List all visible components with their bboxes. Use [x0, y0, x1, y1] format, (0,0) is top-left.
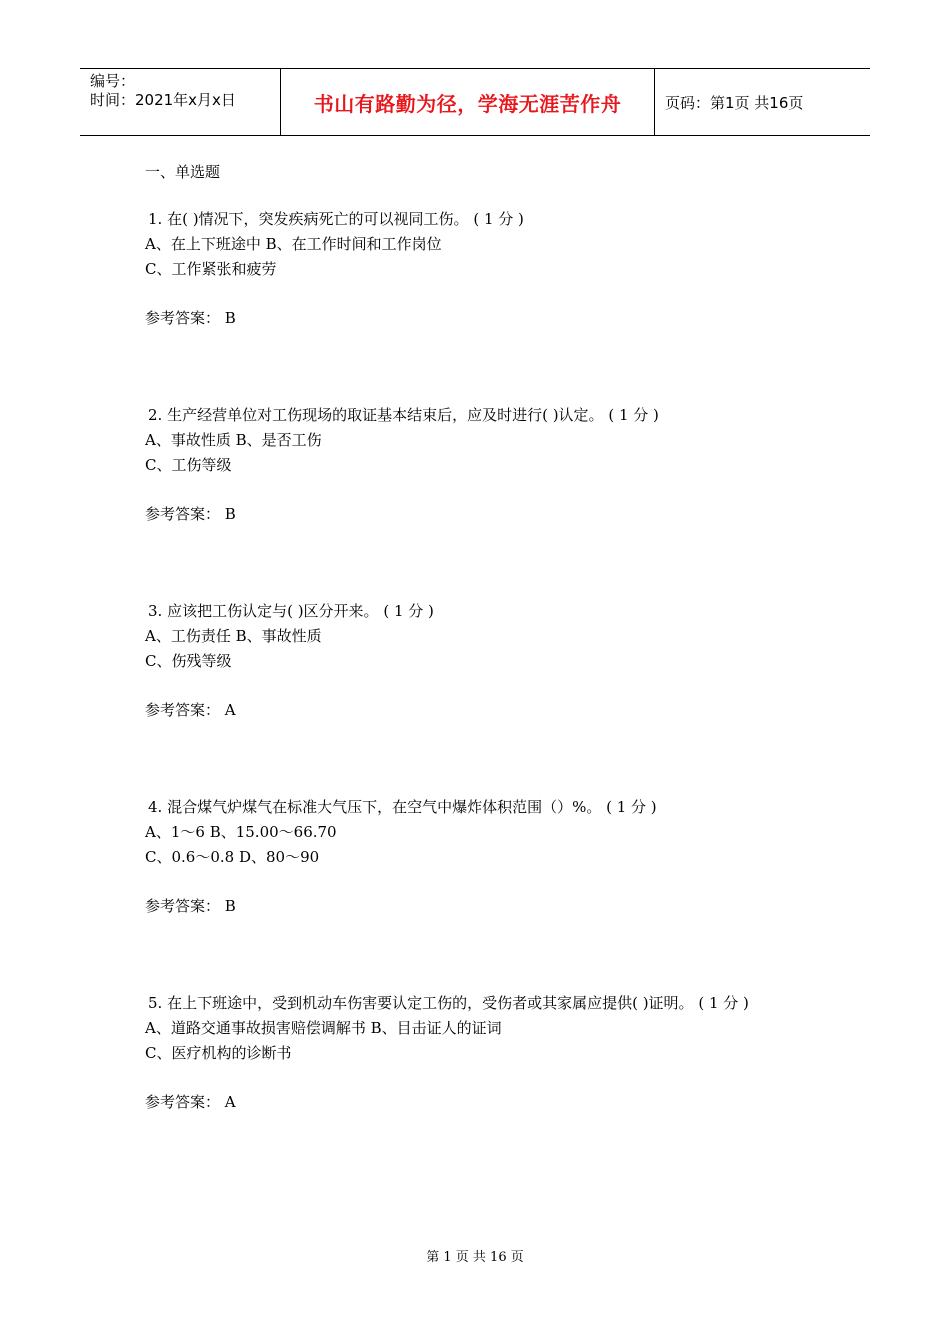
- page-footer: 第 1 页 共 16 页: [426, 1250, 524, 1265]
- header-meta: [80, 69, 281, 135]
- motto-text: 书山有路勤为径，学海无涯苦作舟: [313, 91, 622, 116]
- answer-line: 参考答案： B: [145, 505, 236, 523]
- question-text: 1. 在( )情况下，突发疾病死亡的可以视同工伤。 ( 1 分 ): [148, 210, 524, 228]
- question-block: [145, 403, 825, 527]
- option-line: C、0.6～0.8 D、80～90: [145, 848, 320, 866]
- question-text: 5. 在上下班途中，受到机动车伤害要认定工伤的，受伤者或其家属应提供( )证明。 ( 1 分 ): [148, 994, 749, 1012]
- number-label: 编号：: [90, 72, 136, 90]
- option-line: C、医疗机构的诊断书: [145, 1044, 292, 1062]
- answer-line: 参考答案： A: [145, 1093, 236, 1111]
- question-block: [145, 207, 825, 331]
- option-line: A、在上下班途中 B、在工作时间和工作岗位: [145, 235, 442, 253]
- answer-line: 参考答案： B: [145, 309, 236, 327]
- header-page-cell: [655, 69, 870, 135]
- option-line: A、工伤责任 B、事故性质: [145, 627, 322, 645]
- question-text: 4. 混合煤气炉煤气在标准大气压下，在空气中爆炸体积范围（）%。 ( 1 分 ): [148, 798, 657, 816]
- question-block: [145, 599, 825, 723]
- option-line: C、伤残等级: [145, 652, 232, 670]
- option-line: A、道路交通事故损害赔偿调解书 B、目击证人的证词: [145, 1019, 502, 1037]
- section-title: 一、单选题: [145, 163, 221, 181]
- answer-line: 参考答案： B: [145, 897, 236, 915]
- answer-line: 参考答案： A: [145, 701, 236, 719]
- question-block: [145, 991, 825, 1115]
- page-label: 页码：第1页 共16页: [665, 93, 804, 112]
- document-header: [80, 68, 870, 136]
- option-line: C、工伤等级: [145, 456, 232, 474]
- header-motto-cell: [281, 69, 655, 135]
- question-text: 3. 应该把工伤认定与( )区分开来。 ( 1 分 ): [148, 602, 434, 620]
- date-label: 时间：2021年x月x日: [90, 91, 236, 109]
- question-text: 2. 生产经营单位对工伤现场的取证基本结束后，应及时进行( )认定。 ( 1 分 ): [148, 406, 659, 424]
- option-line: C、工作紧张和疲劳: [145, 260, 277, 278]
- option-line: A、事故性质 B、是否工伤: [145, 431, 322, 449]
- question-block: [145, 795, 825, 919]
- document-body: [145, 160, 825, 1187]
- option-line: A、1～6 B、15.00～66.70: [145, 823, 337, 841]
